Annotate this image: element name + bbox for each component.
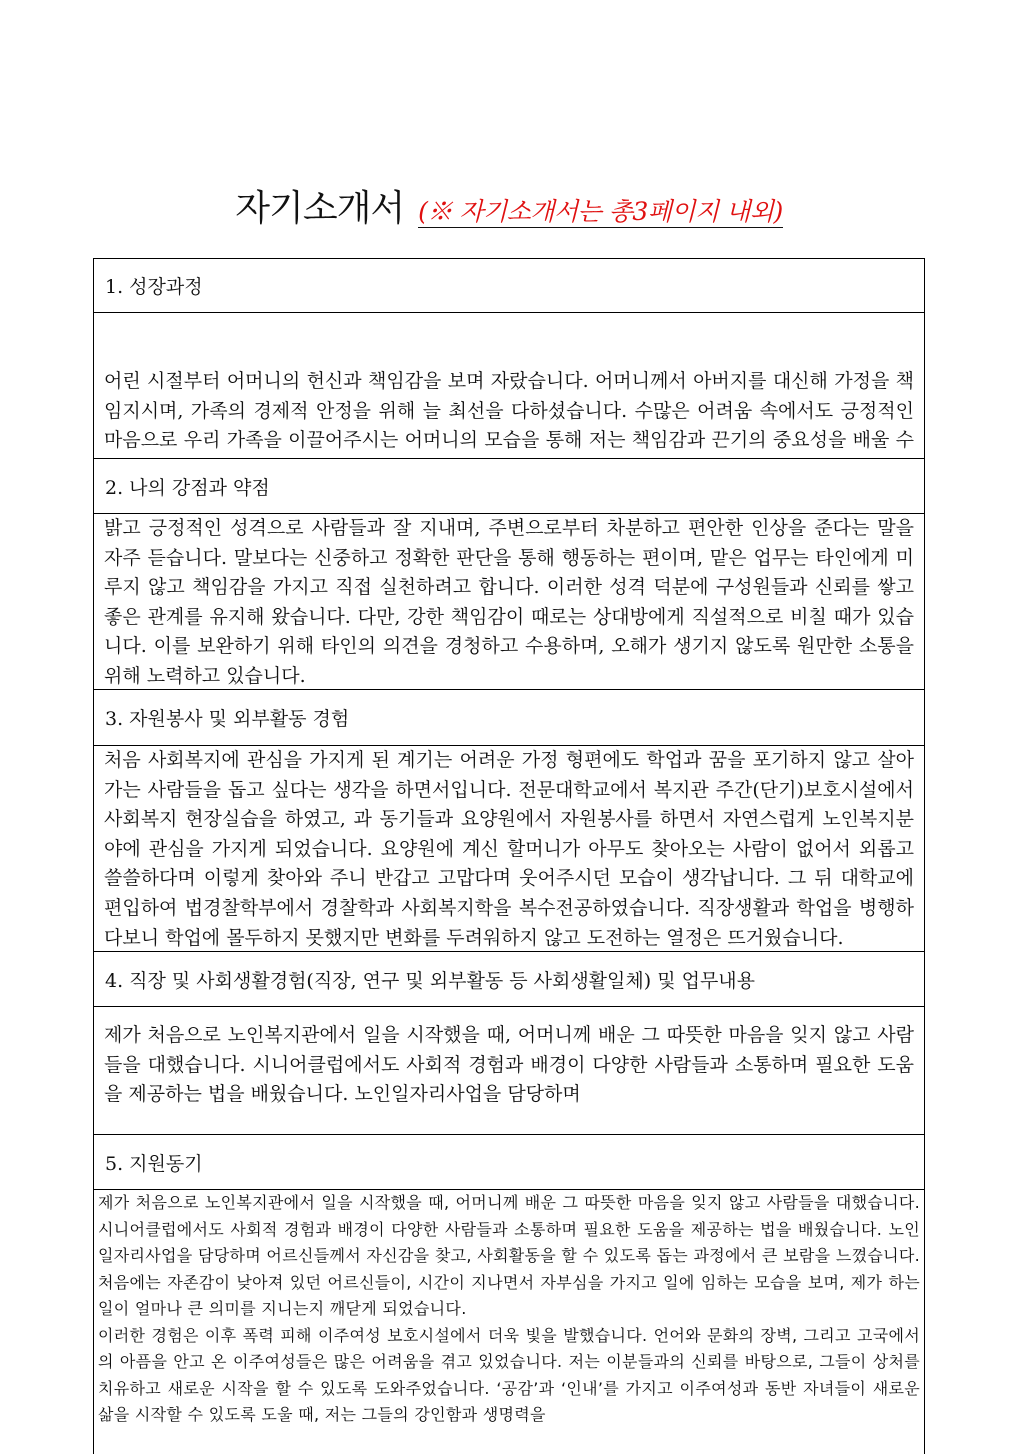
section-heading-growth: 1. 성장과정 <box>94 259 924 313</box>
motivation-paragraph-1: 제가 처음으로 노인복지관에서 일을 시작했을 때, 어머니께 배운 그 따뜻한 마음을 잊지 않고 사람들을 대했습니다. 시니어클럽에서도 사회적 경험과 배경이 다양한 사람들과 소통하며 필요한 도움을 제공하는 법을 배웠습니다. 노인일자리사업을 담당하며 어르신들께서 자신감을 찾고, 사회활동을 할 수 있도록 돕는 과정에서 큰 보람을 느꼈습니다. 처음에는 자존감이 낮아져 있던 어르신들이, 시간이 지나면서 자부심을 가지고 일에 임하는 모습을 보며, 제가 하는 일이 얼마나 큰 의미를 지니는지 깨닫게 되었습니다. <box>98 1193 920 1318</box>
self-introduction-form <box>93 258 925 1454</box>
section-body-strengths[interactable]: 밝고 긍정적인 성격으로 사람들과 잘 지내며, 주변으로부터 차분하고 편안한 인상을 준다는 말을 자주 듣습니다. 말보다는 신중하고 정확한 판단을 통해 행동하는 편이며, 맡은 업무는 타인에게 미루지 않고 책임감을 가지고 직접 실천하려고 합니다. 이러한 성격 덕분에 구성원들과 신뢰를 쌓고 좋은 관계를 유지해 왔습니다. 다만, 강한 책임감이 때로는 상대방에게 직설적으로 비칠 때가 있습니다. 이를 보완하기 위해 타인의 의견을 경청하고 수용하며, 오해가 생기지 않도록 원만한 소통을 위해 노력하고 있습니다. <box>94 514 924 690</box>
motivation-paragraph-2: 이러한 경험은 이후 폭력 피해 이주여성 보호시설에서 더욱 빛을 발했습니다. 언어와 문화의 장벽, 그리고 고국에서의 아픔을 안고 온 이주여성들은 많은 어려움을 겪고 있었습니다. 저는 이분들과의 신뢰를 바탕으로, 그들이 상처를 치유하고 새로운 시작을 할 수 있도록 도와주었습니다. ‘공감’과 ‘인내’를 가지고 이주여성과 동반 자녀들이 새로운 삶을 시작할 수 있도록 도울 때, 저는 그들의 강인함과 생명력을 <box>98 1325 920 1424</box>
section-body-volunteer[interactable]: 처음 사회복지에 관심을 가지게 된 계기는 어려운 가정 형편에도 학업과 꿈을 포기하지 않고 살아가는 사람들을 돕고 싶다는 생각을 하면서입니다. 전문대학교에서 복지관 주간(단기)보호시설에서 사회복지 현장실습을 하였고, 과 동기들과 요양원에서 자원봉사를 하면서 자연스럽게 노인복지분야에 관심을 가지게 되었습니다. 요양원에 계신 할머니가 아무도 찾아오는 사람이 없어서 외롭고 쓸쓸하다며 이렇게 찾아와 주니 반갑고 고맙다며 웃어주시던 모습이 생각납니다. 그 뒤 대학교에 편입하여 법경찰학부에서 경찰학과 사회복지학을 복수전공하였습니다. 직장생활과 학업을 병행하다보니 학업에 몰두하지 못했지만 변화를 두려워하지 않고 도전하는 열정은 뜨거웠습니다. <box>94 746 924 952</box>
section-heading-work-experience: 4. 직장 및 사회생활경험(직장, 연구 및 외부활동 등 사회생활일체) 및 업무내용 <box>94 952 924 1007</box>
section-body-growth[interactable]: 어린 시절부터 어머니의 헌신과 책임감을 보며 자랐습니다. 어머니께서 아버지를 대신해 가정을 책임지시며, 가족의 경제적 안정을 위해 늘 최선을 다하셨습니다. 수많은 어려움 속에서도 긍정적인 마음으로 우리 가족을 이끌어주시는 어머니의 모습을 통해 저는 책임감과 끈기의 중요성을 배울 수 <box>94 313 924 459</box>
document-title: 자기소개서 <box>235 188 405 229</box>
section-heading-motivation: 5. 지원동기 <box>94 1135 924 1190</box>
section-heading-volunteer: 3. 자원봉사 및 외부활동 경험 <box>94 690 924 746</box>
page-limit-note: (※ 자기소개서는 총3페이지 내외) <box>418 197 783 226</box>
document-title-row <box>0 180 1018 231</box>
section-body-work-experience[interactable]: 제가 처음으로 노인복지관에서 일을 시작했을 때, 어머니께 배운 그 따뜻한 마음을 잊지 않고 사람들을 대했습니다. 시니어클럽에서도 사회적 경험과 배경이 다양한 사람들과 소통하며 필요한 도움을 제공하는 법을 배웠습니다. 노인일자리사업을 담당하며 <box>94 1007 924 1135</box>
section-heading-strengths: 2. 나의 강점과 약점 <box>94 459 924 514</box>
section-body-motivation[interactable] <box>94 1190 924 1454</box>
